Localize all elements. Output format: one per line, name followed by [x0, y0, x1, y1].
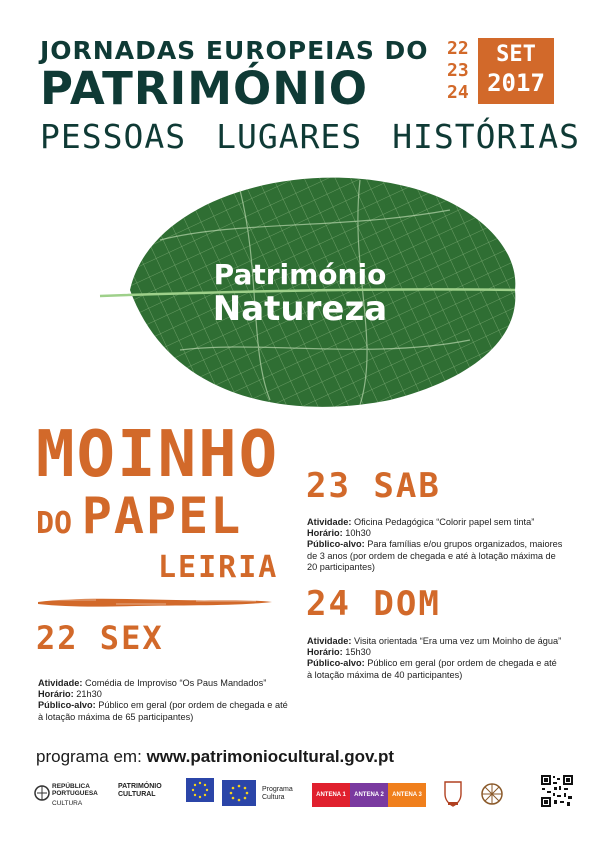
- activity-value: Visita orientada “Era uma vez um Moinho de água”: [353, 636, 562, 646]
- qr-code-icon[interactable]: [540, 774, 574, 808]
- subtitle-word-lugares: LUGARES: [216, 117, 363, 156]
- day-heading-22: 22 SEX: [36, 619, 164, 657]
- activity-value: Comédia de Improviso “Os Paus Mandados”: [84, 678, 267, 688]
- programa-label: programa em:: [36, 747, 142, 766]
- time-value: 10h30: [345, 528, 371, 539]
- programa-url-link[interactable]: www.patrimoniocultural.gov.pt: [146, 747, 395, 766]
- subtitle-word-historias: HISTÓRIAS: [392, 117, 580, 156]
- antena2-logo: ANTENA 2: [350, 783, 388, 807]
- venue-city: LEIRIA: [158, 550, 279, 585]
- subtitle-word-pessoas: PESSOAS: [40, 117, 187, 156]
- antena1-logo: ANTENA 1: [312, 783, 350, 807]
- activity-label: Atividade:: [38, 678, 83, 688]
- mill-wheel-icon: [480, 782, 504, 806]
- venue-name-line2: [36, 487, 242, 545]
- programa-cultura-line2: Cultura: [262, 794, 285, 801]
- activity-label: Atividade:: [307, 636, 352, 646]
- patrimonio-cultural-logo: [118, 783, 162, 799]
- municipal-crest-icon: [442, 778, 464, 808]
- programa-cultura-logo: [262, 786, 293, 802]
- day-heading-23: 23 SAB: [306, 466, 441, 506]
- time-label: Horário:: [307, 647, 343, 658]
- time-label: Horário:: [38, 689, 74, 700]
- eu-flag-2-icon: [222, 780, 256, 806]
- leaf-theme: [180, 258, 420, 329]
- date-badge: [478, 38, 554, 104]
- activity-value: Oficina Pedagógica “Colorir papel sem tinta”: [353, 517, 535, 527]
- programa-line: [36, 747, 394, 767]
- programa-cultura-line1: Programa: [262, 786, 293, 793]
- venue-name-do: DO: [36, 506, 73, 541]
- antena3-logo: ANTENA 3: [388, 783, 426, 807]
- republica-logo: [52, 783, 98, 807]
- patrimonio-logo-line1: PATRIMÓNIO: [118, 783, 162, 790]
- event-title-line1: JORNADAS EUROPEIAS DO: [40, 36, 429, 65]
- audience-value: Público em geral (por ordem de chegada e até à lotação máxima de 65 participantes): [38, 700, 288, 722]
- audience-label: Público-alvo:: [307, 539, 365, 550]
- eu-flag-icon: [186, 778, 214, 802]
- patrimonio-logo-line2: CULTURAL: [118, 791, 156, 798]
- republica-logo-line1: REPÚBLICA: [52, 783, 90, 790]
- day-23: 23: [447, 60, 469, 81]
- brush-stroke: [36, 595, 274, 609]
- day-heading-24: 24 DOM: [306, 584, 441, 624]
- republica-logo-line3: CULTURA: [52, 800, 83, 807]
- republica-emblem-icon: [34, 782, 50, 804]
- leaf-theme-line1: Património: [213, 258, 387, 291]
- venue-name-papel: PAPEL: [81, 487, 243, 545]
- audience-value: Para famílias e/ou grupos organizados, maiores de 3 anos (por ordem de chegada e até à lotação máxima de 20 participantes): [307, 539, 563, 572]
- time-value: 15h30: [345, 647, 371, 658]
- republica-logo-line2: PORTUGUESA: [52, 790, 98, 797]
- event-info-23: [307, 517, 563, 573]
- time-label: Horário:: [307, 528, 343, 539]
- event-info-24: [307, 636, 563, 681]
- day-22: 22: [447, 38, 469, 59]
- sponsor-logos: [34, 774, 574, 818]
- event-days: [447, 38, 479, 104]
- time-value: 21h30: [76, 689, 102, 700]
- leaf-theme-line2: Natureza: [212, 289, 388, 329]
- day-24: 24: [447, 82, 469, 103]
- event-title-line2: PATRIMÓNIO: [40, 62, 368, 115]
- date-month: SET: [496, 42, 536, 67]
- event-info-22: [38, 678, 288, 723]
- audience-label: Público-alvo:: [38, 700, 96, 711]
- audience-label: Público-alvo:: [307, 658, 365, 669]
- venue-name-line1: MOINHO: [36, 418, 280, 492]
- date-year: 2017: [487, 69, 545, 97]
- audience-value: Público em geral (por ordem de chegada e até à lotação máxima de 40 participantes): [307, 658, 557, 680]
- activity-label: Atividade:: [307, 517, 352, 527]
